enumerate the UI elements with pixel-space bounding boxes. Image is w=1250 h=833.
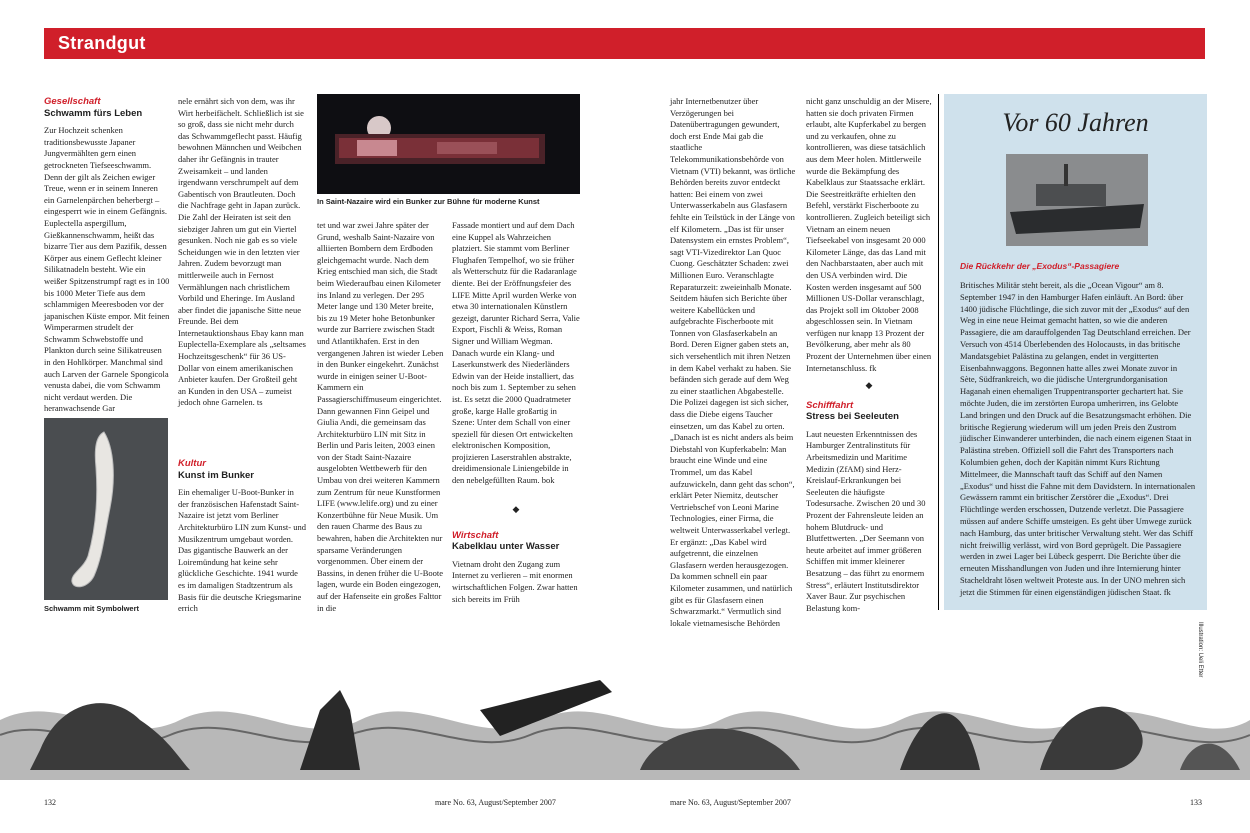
article-category: Kultur	[178, 458, 206, 469]
column-divider	[938, 94, 939, 610]
article-headline: Schwamm fürs Leben	[44, 107, 143, 119]
article-separator: ◆	[865, 380, 873, 390]
article-text-continued: nele ernährt sich von dem, was ihr Wirt herbeifächelt. Schließlich ist sie so groß, dass sie nicht mehr durch das Schwammgeflecht passt. Häufig bewohnen Männchen und Weibchen daher ihr Gefängnis in trauter Zweisamkeit – und landen irgendwann verschrumpelt auf dem Gabentisch von Brautleuten. Doch die Nachfrage geht in Japan zurück. Die Zahl der Heiraten ist seit den siebziger Jahren um gut ein Viertel gesunken. Noch nie gab es so viele Scheidungen wie in den letzten vier Jahren. Zudem bevorzugt man mittlerweile auch in Fernost Vermählungen nach christlichem Vorbild und Eheringe. Im Ausland aber findet die japanische Sitte neue Freunde. Bei dem Internetauktionshaus Ebay kann man Euplectella-Exemplare als „seltsames Hochzeitsgeschenk“ für 36 US-Dollar von einem amerikanischen Anbieter kaufen. Der Großteil geht an Kunden in den USA – zumeist jedoch ohne Garnelen. ts	[178, 96, 306, 408]
sidebar-text: Britisches Militär steht bereit, als die „Ocean Vigour“ am 8. September 1947 in den Hamburger Hafen einläuft. An Bord: über 1400 jüdische Flüchtlinge, die sich zuvor mit der „Exodus“ auf den Weg in eine neue Heimat gemacht hatten, so wie die anderen Passagiere, die am darauffolgenden Tag Deutschland erreichen. Der Versuch von 4514 Überlebenden des Holocausts, in das britische Mandatsgebiet Palästina zu gelangen, endet in vergitterten Eisenbahnwaggons. Begonnen hatte alles zwei Monate zuvor in Sète, Südfrankreich, wo die jüdische Untergrundorganisation Haganah einen ehemaligen Truppentransporter gechartert hat. Sie möchte Juden, die im zerstörten Europa umherirren, ins Gelobte Land bringen und den Druck auf die Besatzungsmacht erhöhen. Die britische Regierung wiederum will um jeden Preis den Zustrom jüdischer Einwanderer unterbinden, die nach einem eigenen Staat in Palästina streben. Offiziell soll die Fahrt des Transporters nach Kolumbien gehen, doch der Kapitän nimmt Kurs Richtung Mittelmeer, die Mannschaft tauft das Schiff auf den Namen „Exodus“ und hisst die Fahne mit dem Davidstern. In internationalen Gewässern rammt ein britischer Zerstörer die „Exodus“. Drei Flüchtlinge werden erschossen, Dutzende verletzt. Die Passagiere müssen auf andere Schiffe umsteigen. Es geht über Umwege zurück nach Hamburg, das unter britischer Verwaltung steht. Wer das Schiff nicht freiwillig verlässt, wird von Bord geprügelt. Die Passagiere werden in zwei Lager bei Lübeck gesperrt. Die Berichte über die erneuten Misshandlungen von Juden und ihre Internierung hinter Stacheldraht lösen weltweit Proteste aus. In der UNO mehren sich jetzt die Stimmen für einen eigenständigen jüdischen Staat. fk	[960, 280, 1196, 597]
article-category: Gesellschaft	[44, 96, 101, 107]
issue-info-right: mare No. 63, August/September 2007	[670, 798, 791, 807]
column-3	[317, 220, 445, 612]
page-number-right: 133	[1190, 798, 1202, 807]
photo-caption: In Saint-Nazaire wird ein Bunker zur Bühne für moderne Kunst	[317, 197, 540, 206]
sponge-photo	[44, 418, 168, 600]
article-text: jahr Internetbenutzer über Verzögerungen bei Datenübertragungen gewundert, doch erst Ende Mai gab die staatliche Telekommunikationsbehörde von Vietnam (VTI) bekannt, was örtliche Behörden bereits zuvor entdeckt hatten: Bei einem von zwei Unterwasserkabeln aus Glasfasern fehlte ein Teilstück in der Länge von elf Kilometern. „Das ist für unser Datensystem ein ernstes Problem“, sagt VTI-Vizedirektor Lan Quoc Cuong. Geschätzter Schaden: zwei Millionen Euro. Veranschlagte Reparaturzeit: zweieinhalb Monate. Seitdem häufen sich Berichte über weitere Kabellücken und aufgebrachte Fischerboote mit Tonnen von Glasfaserkabeln an Bord. Deren Eigner gaben stets an, sich versehentlich mit ihren Netzen in dem Kabel verhakt zu haben. Sie befänden sich gerade auf dem Weg zu einer staatlichen Abgabestelle. Die Polizei dagegen ist sich sicher, dass die Diebe eigens Taucher einsetzen, um das Kabel zu orten. „Danach ist es nicht anders als beim Diebstahl von Kupferkabeln: Man braucht eine Winde und eine Trommel, um das Kabel aufzuwickeln, dann geht das schon“, erklärt Peter Niemitz, deutscher Vertriebschef von Leoni Marine Technologies, einer Firma, die weltweit Unterwasserkabel verlegt. Er ergänzt: „Das Kabel wird aufgetrennt, die einzelnen Glasfasern werden herausgezogen. Da kommen schnell ein paar Kilometer zusammen, und natürlich gibt es für Glasfasern einen Schwarzmarkt.“ Vermutlich sind lokale vietnamesische Behörden	[670, 96, 796, 628]
article-text: Fassade montiert und auf dem Dach eine Kuppel als Wahrzeichen platziert. Sie stammt vom Berliner Flughafen Tempelhof, wo sie früher als Wetterschutz für die Radaranlage diente. Bei der Eröffnungsfeier des LIFE Mitte April wurden Werke von etwa 30 internationalen Künstlern gezeigt, darunter Richard Serra, Valie Export, Fischli & Weiss, Roman Signer und William Wegman. Danach wurde ein Klang- und Laserkunstwerk des Niederländers Edwin van der Heide installiert, das noch bis zum 1. September zu sehen ist. Es setzt die 2000 Quadratmeter große, karge Halle großartig in Szene: Unter dem Schall von einer speziell für diesen Ort entwickelten elektronischen Komposition, projizieren Laserstrahlen abstrakte, dreidimensionale Liniengebilde in den nebelgefüllten Raum. bok	[452, 220, 580, 486]
sidebar-subtitle: Die Rückkehr der „Exodus“-Passagiere	[960, 261, 1120, 271]
bunker-photo	[317, 94, 580, 194]
sidebar-box	[944, 94, 1207, 610]
photo-caption: Schwamm mit Symbolwert	[44, 604, 140, 613]
article-headline: Kabelklau unter Wasser	[452, 541, 560, 553]
issue-info-left: mare No. 63, August/September 2007	[435, 798, 556, 807]
ship-image	[1006, 154, 1148, 246]
illustration-credit: Illustration: Ueli Etter	[1197, 622, 1203, 678]
column-2	[178, 96, 306, 615]
section-banner	[44, 28, 1205, 59]
article-text: Zur Hochzeit schenken traditionsbewusste Japaner Jungvermählten gern einen getrockneten Tiefseeschwamm. Denn der gilt als Zeichen ewiger Treue, wenn er in seinem Inneren ein Garnelenpärchen beherbergt – eingesperrt wie in einem Gefängnis. Euplectella aspergillum, Gießkannenschwamm, heißt das bizarre Tier aus dem Pazifik, dessen Körper aus einem Geflecht kleiner Silikatnadeln besteht. Wie ein weißer Spitzenstrumpf ragt es in 100 bis 1000 Meter Tiefe aus dem schlammigen Meeresboden vor der japanischen Küste empor. Mit feinen Wimperarmen strudelt der Schwamm Schwebstoffe und Plankton durch seine Silikatreusen in den Hohlkörper. Manchmal sind auch Larven der Garnele Spongicola venusta dabei, die vom Schwamm nicht verdaut werden. Die heranwachsende Gar	[44, 125, 170, 414]
column-6	[806, 96, 932, 617]
article-text: nicht ganz unschuldig an der Misere, hatten sie doch privaten Firmen erlaubt, alte Kupferkabel zu bergen und zu verkaufen, ohne zu kontrollieren, was diese tatsächlich aus dem Meer holen. Mittlerweile wurde die Bekämpfung des Kabelklaus zur Staatssache erklärt. Die Seestreitkräfte erhielten den Befehl, verstärkt Fischerboote zu kontrollieren. Zugleich beteiligt sich Vietnam an einem neuen Tiefseekabel von insgesamt 20 000 Kilometer Länge, das das Land mit den Nachbarstaaten, aber auch mit den USA verbinden wird. Die Kosten werden insgesamt auf 500 Millionen US-Dollar veranschlagt, das Projekt soll im Oktober 2008 abgeschlossen sein. In Vietnam verfügen nur knapp 13 Prozent der Bevölkerung, aber mehr als 80 Prozent der Unternehmen über einen Internetanschluss. fk	[806, 96, 932, 373]
article-category: Wirtschaft	[452, 529, 499, 541]
article-text: Laut neuesten Erkenntnissen des Hamburger Zentralinstituts für Arbeitsmedizin und Maritime Medizin (ZfAM) sind Herz-Kreislauf-Erkrankungen bei Seeleuten die häufigste Todesursache. Zwischen 20 und 30 Prozent der Fahrensleute leiden an hohem Blutdruck- und Blutfettwerten. „Der Seemann von heute arbeitet auf immer größeren Schiffen mit immer kleinerer Besatzung – das führt zu enormem Stress“, erläutert Institutsdirektor Xaver Baur. Zur psychischen Belastung kom-	[806, 428, 926, 613]
article-text: Ein ehemaliger U-Boot-Bunker in der französischen Hafenstadt Saint-Nazaire ist jetzt vom Berliner Architekturbüro LIN zum Kunst- und Musikzentrum umgebaut worden. Das gigantische Bauwerk an der Loiremündung hat keine sehr glückliche Geschichte. 1941 wurde es im damaligen Stadtzentrum als Basis für die deutsche Kriegsmarine errich	[178, 487, 306, 614]
sidebar-title: Vor 60 Jahren	[1002, 108, 1149, 137]
page-number-left: 132	[44, 798, 56, 807]
article-separator: ◆	[512, 504, 520, 514]
article-text: tet und war zwei Jahre später der Grund, weshalb Saint-Nazaire von alliierten Bombern dem Erdboden gleichgemacht wurde. Nach dem Krieg entschied man sich, die Stadt beim Wiederaufbau einen Kilometer ins Inland zu verlegen. Der 295 Meter lange und 130 Meter breite, bis zu 19 Meter hohe Betonbunker wurde zur Barriere zwischen Stadt und Atlantikhafen. Erst in den vergangenen Jahren ist wieder Leben in den Bunker eingekehrt. Zunächst wurde in einigen seiner U-Boot-Kammern ein Passagierschiffmuseum eingerichtet. Dann gewannen Finn Geipel und Giulia Andi, die gemeinsam das Architekturbüro LIN mit Sitz in Berlin und Paris leiten, 2003 einen von der Stadt Saint-Nazaire ausgelobten Wettbewerb für den Umbau von drei weiteren Kammern zum Zentrum für neue Kunstformen LIFE (www.lelife.org) und zu einer Konzertbühne für Neue Musik. Um den rauen Charme des Baus zu bewahren, haben die Architekten nur sparsame Veränderungen vorgenommen. Über einem der Bassins, in denen früher die U-Boote lagen, wurde ein Boden eingezogen, auf der Hafenseite ein großes Falttor in die	[317, 220, 444, 613]
column-5	[670, 96, 796, 628]
column-4	[452, 220, 580, 607]
article-headline: Stress bei Seeleuten	[806, 411, 899, 423]
sponge-image	[44, 418, 168, 600]
ship-photo	[1006, 154, 1148, 246]
article-category: Schifffahrt	[806, 399, 854, 411]
bunker-image	[317, 94, 580, 194]
section-title: Strandgut	[58, 33, 146, 53]
column-1	[44, 96, 170, 425]
article-text: Vietnam droht den Zugang zum Internet zu verlieren – mit enormen wirtschaftlichen Folgen. Zwar hatten sich bereits im Früh	[452, 558, 578, 604]
sea-illustration	[0, 640, 1250, 800]
article-headline: Kunst im Bunker	[178, 469, 255, 481]
